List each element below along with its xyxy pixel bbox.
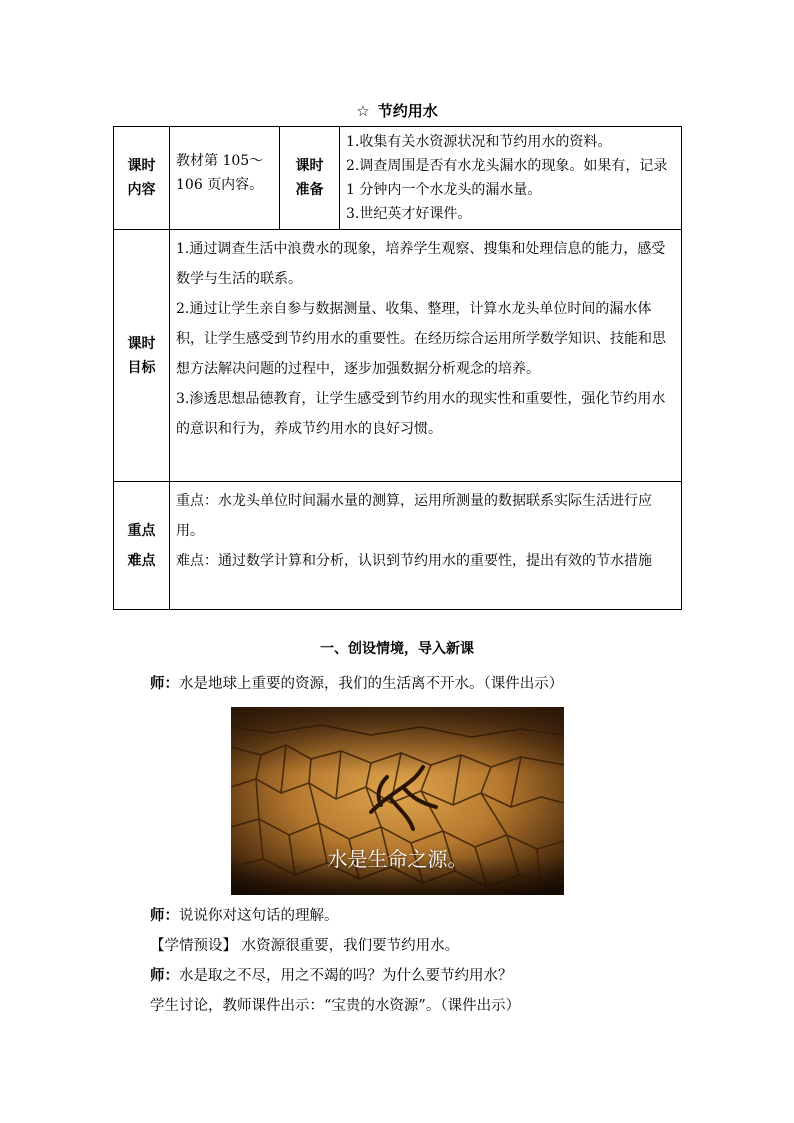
speaker-label: 师： (150, 676, 179, 692)
goal-item: 1.通过调查生活中浪费水的现象，培养学生观察、搜集和处理信息的能力，感受数学与生活的联系。 (176, 241, 666, 287)
content-text-cell (170, 127, 280, 230)
dialogue-text: 水是地球上重要的资源，我们的生活离不开水。（课件出示） (179, 676, 564, 692)
dialogue-text: 学生讨论，教师课件出示：“宝贵的水资源”。（课件出示） (150, 998, 521, 1014)
dialogue-line (150, 994, 520, 1015)
dialogue-line (150, 934, 459, 955)
prep-item: 3.世纪英才好课件。 (346, 206, 472, 222)
dialogue-line (150, 672, 563, 693)
section-heading: 一、创设情境，导入新课 (320, 641, 474, 657)
speaker-label: 师： (150, 968, 179, 984)
content-label: 课时内容 (127, 158, 156, 198)
prep-item: 2.调查周围是否有水龙头漏水的现象。如果有，记录 1 分钟内一个水龙头的漏水量。 (346, 158, 668, 198)
goal-item: 3.渗透思想品德教育，让学生感受到节约用水的现实性和重要性，强化节约用水的意识和行为，养成节约用水的良好习惯。 (176, 391, 666, 437)
lesson-title-text: 节约用水 (377, 102, 438, 120)
goals-label: 课时目标 (127, 335, 156, 376)
key-item: 重点：水龙头单位时间漏水量的测算，运用所测量的数据联系实际生活进行应用。 (176, 493, 652, 539)
prep-text-cell (340, 127, 682, 230)
key-item: 难点：通过数学计算和分析，认识到节约用水的重要性，提出有效的节水措施 (176, 553, 652, 569)
key-label: 重点难点 (127, 522, 156, 569)
star-icon: ☆ (356, 102, 370, 120)
dialogue-line (150, 964, 513, 985)
lesson-title (0, 100, 794, 121)
preset-label: 【学情预设】 (150, 938, 237, 954)
lesson-plan-table (113, 126, 682, 610)
goals-text-cell (170, 230, 682, 482)
dialogue-line (150, 904, 339, 925)
goals-label-cell (114, 230, 170, 482)
goal-item: 2.通过让学生亲自参与数据测量、收集、整理，计算水龙头单位时间的漏水体积，让学生感受到节约用水的重要性。在经历综合运用所学数学知识、技能和思想方法解决问题的过程中，逐步加强数据分析观念的培养。 (176, 301, 666, 377)
prep-label: 课时准备 (295, 158, 324, 198)
content-label-cell (114, 127, 170, 230)
key-text-cell (170, 482, 682, 610)
slide-caption: 水是生命之源。 (327, 847, 468, 871)
table-row (114, 230, 682, 482)
prep-item: 1.收集有关水资源状况和节约用水的资料。 (346, 134, 612, 150)
table-row (114, 482, 682, 610)
content-text: 教材第 105～106 页内容。 (176, 153, 264, 193)
prep-label-cell (280, 127, 340, 230)
dialogue-text: 说说你对这句话的理解。 (179, 908, 339, 924)
dialogue-text: 水资源很重要，我们要节约用水。 (237, 938, 460, 954)
dialogue-text: 水是取之不尽，用之不竭的吗？为什么要节约用水？ (179, 968, 513, 984)
speaker-label: 师： (150, 908, 179, 924)
key-label-cell (114, 482, 170, 610)
table-row (114, 127, 682, 230)
slide-image-cracked-earth (231, 707, 564, 895)
